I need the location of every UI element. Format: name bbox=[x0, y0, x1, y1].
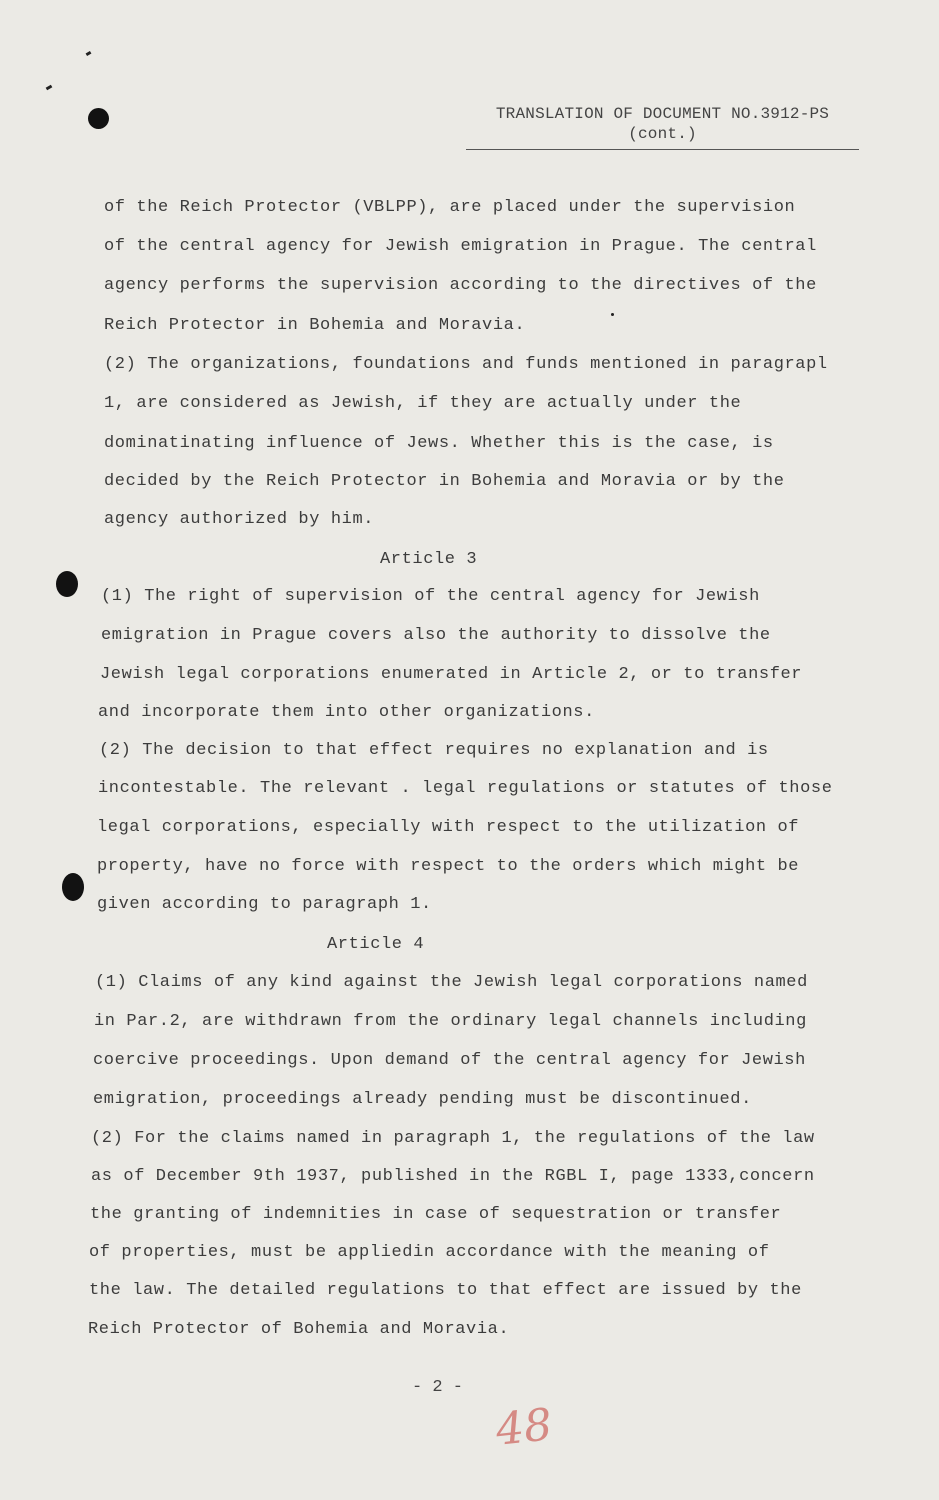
header-underline bbox=[466, 149, 859, 150]
text-line: of the central agency for Jewish emigration in Prague. The central bbox=[104, 237, 817, 256]
text-line: incontestable. The relevant . legal regulations or statutes of those bbox=[98, 779, 833, 798]
document-header bbox=[466, 104, 859, 150]
article-3-heading: Article 3 bbox=[380, 550, 478, 569]
text-line: dominatinating influence of Jews. Whether this is the case, is bbox=[104, 434, 774, 453]
text-line: and incorporate them into other organizations. bbox=[98, 703, 595, 722]
punch-hole-bottom bbox=[62, 873, 84, 901]
text-line: as of December 9th 1937, published in the RGBL I, page 1333,concern bbox=[91, 1167, 815, 1186]
text-line: (2) For the claims named in paragraph 1, the regulations of the law bbox=[91, 1129, 815, 1148]
text-line: (1) Claims of any kind against the Jewish legal corporations named bbox=[95, 973, 808, 992]
header-title: TRANSLATION OF DOCUMENT NO.3912-PS bbox=[495, 105, 830, 123]
ink-speck bbox=[86, 51, 92, 56]
ink-speck bbox=[611, 313, 614, 316]
text-line: emigration, proceedings already pending must be discontinued. bbox=[93, 1090, 752, 1109]
text-line: agency authorized by him. bbox=[104, 510, 375, 529]
text-line: Reich Protector of Bohemia and Moravia. bbox=[88, 1320, 510, 1339]
punch-hole-middle bbox=[56, 571, 78, 597]
text-line: of properties, must be appliedin accordance with the meaning of bbox=[89, 1243, 770, 1262]
article-4-heading: Article 4 bbox=[327, 935, 425, 954]
header-continued: (cont.) bbox=[628, 125, 697, 143]
handwritten-page-stamp: 48 bbox=[493, 1399, 555, 1456]
text-line: Jewish legal corporations enumerated in Article 2, or to transfer bbox=[100, 665, 803, 684]
page-number: - 2 - bbox=[412, 1378, 464, 1397]
text-line: given according to paragraph 1. bbox=[97, 895, 432, 914]
punch-hole-top bbox=[88, 108, 109, 129]
text-line: (1) The right of supervision of the central agency for Jewish bbox=[101, 587, 760, 606]
text-line: legal corporations, especially with respect to the utilization of bbox=[97, 818, 800, 837]
text-line: property, have no force with respect to the orders which might be bbox=[97, 857, 800, 876]
text-line: the law. The detailed regulations to that effect are issued by the bbox=[89, 1281, 802, 1300]
text-line: (2) The decision to that effect requires no explanation and is bbox=[99, 741, 769, 760]
text-line: decided by the Reich Protector in Bohemia and Moravia or by the bbox=[104, 472, 785, 491]
ink-speck bbox=[46, 85, 53, 91]
text-line: the granting of indemnities in case of sequestration or transfer bbox=[90, 1205, 782, 1224]
text-line: Reich Protector in Bohemia and Moravia. bbox=[104, 316, 526, 335]
text-line: (2) The organizations, foundations and funds mentioned in paragrapl bbox=[104, 355, 828, 374]
text-line: of the Reich Protector (VBLPP), are placed under the supervision bbox=[104, 198, 796, 217]
text-line: 1, are considered as Jewish, if they are actually under the bbox=[104, 394, 742, 413]
text-line: coercive proceedings. Upon demand of the central agency for Jewish bbox=[93, 1051, 806, 1070]
text-line: emigration in Prague covers also the authority to dissolve the bbox=[101, 626, 771, 645]
text-line: in Par.2, are withdrawn from the ordinary legal channels including bbox=[94, 1012, 807, 1031]
text-line: agency performs the supervision according to the directives of the bbox=[104, 276, 817, 295]
